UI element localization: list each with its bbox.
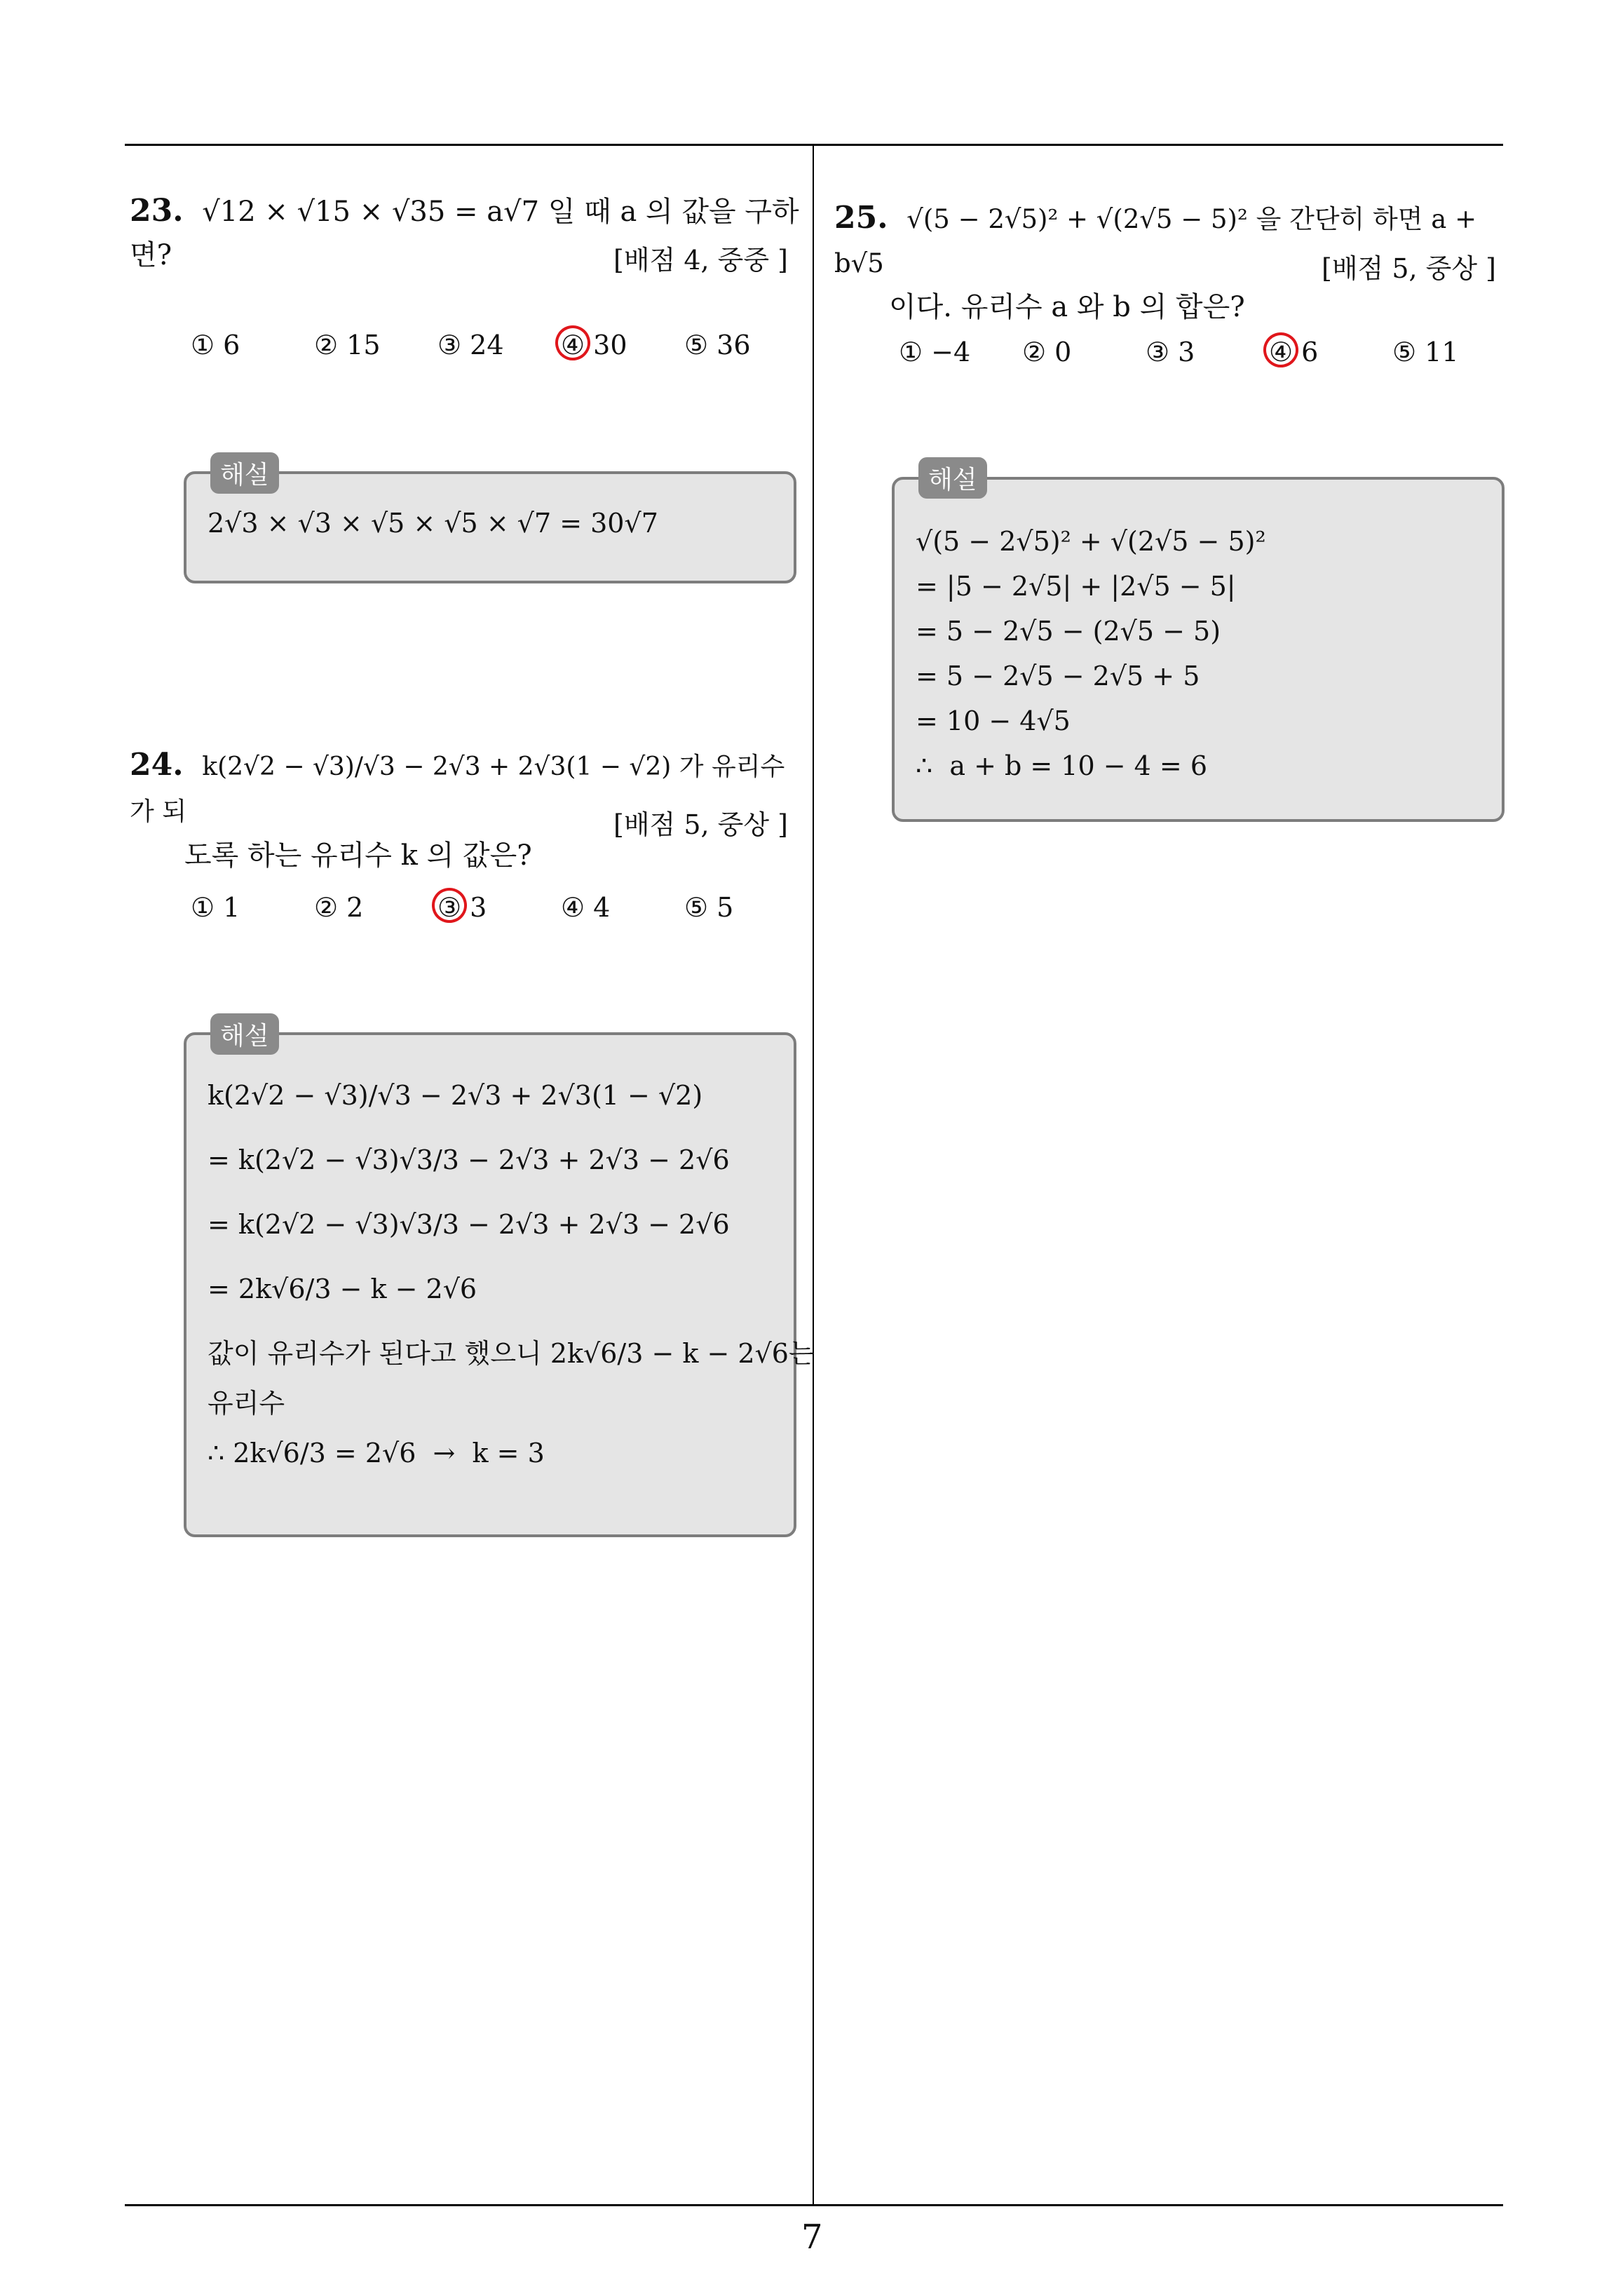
question-24-choices: [191, 892, 808, 923]
solution-tag: 해설: [210, 1013, 279, 1055]
choice[interactable]: ① 6: [191, 330, 240, 360]
choice[interactable]: ① 1: [191, 892, 240, 923]
solution-line: k(2√2 − √3)/√3 − 2√3 + 2√3(1 − √2): [208, 1080, 703, 1111]
question-text-line2: 이다. 유리수 a 와 b 의 합은?: [889, 291, 1245, 323]
question-number: 23.: [130, 193, 184, 229]
choice[interactable]: ② 2: [314, 892, 364, 923]
solution-line: 값이 유리수가 된다고 했으니 2k√6/3 − k − 2√6는: [208, 1338, 815, 1369]
solution-line: = 2k√6/3 − k − 2√6: [208, 1274, 477, 1304]
choice[interactable]: ④ 4: [561, 892, 611, 923]
choice[interactable]: ③ 3: [1146, 337, 1195, 367]
choice[interactable]: ② 15: [314, 330, 381, 360]
choice[interactable]: ⑤ 36: [684, 330, 751, 360]
solution-line: 유리수: [208, 1388, 285, 1419]
choice[interactable]: ⑤ 11: [1392, 337, 1459, 367]
question-25-choices: [899, 337, 1516, 367]
question-24-meta: [배점 5, 중상 ]: [613, 809, 788, 840]
solution-line: ∴ a + b = 10 − 4 = 6: [916, 750, 1208, 781]
solution-line: ∴ 2k√6/3 = 2√6 → k = 3: [208, 1438, 545, 1468]
solution-lines: [916, 519, 1266, 788]
question-23-meta: [배점 4, 중중 ]: [613, 245, 788, 276]
choice[interactable]: ③ 24: [437, 330, 504, 360]
solution-lines: [208, 1063, 815, 1485]
solution-line: = k(2√2 − √3)√3/3 − 2√3 + 2√3 − 2√6: [208, 1209, 730, 1240]
question-text-line2: 도록 하는 유리수 k 의 값은?: [184, 839, 532, 872]
solution-line: = |5 − 2√5| + |2√5 − 5|: [916, 571, 1236, 602]
solution-line: √(5 − 2√5)² + √(2√5 − 5)²: [916, 526, 1266, 557]
question-text-line1: k(2√2 − √3)/√3 − 2√3 + 2√3(1 − √2) 가 유리수가 되: [130, 752, 785, 826]
solution-line: = 10 − 4√5: [916, 705, 1071, 736]
bottom-rule: [125, 2204, 1503, 2206]
solution-tag: 해설: [210, 452, 279, 494]
solution-line: = 5 − 2√5 − 2√5 + 5: [916, 661, 1200, 691]
solution-box-25: [892, 477, 1505, 822]
question-text: √12 × √15 × √35 = a√7 일 때 a 의 값을 구하면?: [130, 196, 799, 271]
solution-box-24: [184, 1032, 815, 1537]
choice-selected[interactable]: ④ 6: [1269, 337, 1392, 367]
solution-tag: 해설: [918, 457, 987, 499]
choice[interactable]: ⑤ 5: [684, 892, 734, 923]
choice[interactable]: ② 0: [1022, 337, 1072, 367]
solution-lines: [208, 501, 658, 546]
solution-line: = 5 − 2√5 − (2√5 − 5): [916, 616, 1221, 647]
question-text-line1: √(5 − 2√5)² + √(2√5 − 5)² 을 간단히 하면 a + b√5: [834, 204, 1477, 278]
top-rule: [125, 144, 1503, 146]
question-25-meta: [배점 5, 중상 ]: [1322, 253, 1496, 284]
choice-selected[interactable]: ③ 3: [437, 892, 561, 923]
solution-line: 2√3 × √3 × √5 × √5 × √7 = 30√7: [208, 508, 658, 539]
question-number: 24.: [130, 747, 184, 783]
choice[interactable]: ① −4: [899, 337, 971, 367]
solution-line: = k(2√2 − √3)√3/3 − 2√3 + 2√3 − 2√6: [208, 1144, 730, 1175]
choice-selected[interactable]: ④ 30: [561, 330, 684, 360]
page-number: 7: [801, 2217, 823, 2257]
question-number: 25.: [834, 200, 888, 236]
question-23-choices: [191, 330, 808, 360]
